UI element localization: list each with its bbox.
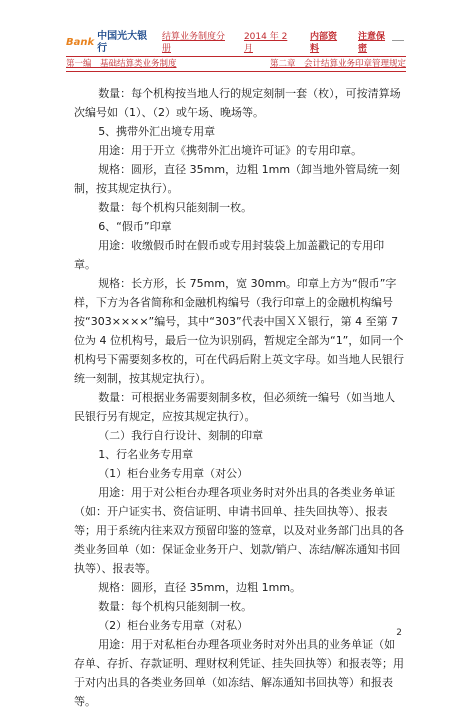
paragraph: 规格：长方形，长 75mm，宽 30mm。印章上方为“假币”字样，下方为各省简称和金融机构编号（我行印章上的金融机构编号按“303××××”编号，其中“303”代表中国ＸＸ银行，第 4 至第 7 位为 4 位机构号，最后一位为识别码，暂规定全部为“1”，如同一个机构号下需要刻多枚的，可在代码后附上英文字母。如当地人民银行统一刻制，按其规定执行）。 (74, 277, 404, 385)
section-heading: （二）我行自行设计、刻制的印章 (98, 429, 264, 442)
section-heading: 5、携带外汇出境专用章 (98, 125, 216, 138)
header-date: 2014 年 2 月 (243, 32, 288, 54)
corner-mark (392, 40, 404, 41)
paragraph: 规格：圆形，直径 35mm，边粗 1mm。 (98, 581, 302, 594)
paragraph: 规格：圆形，直径 35mm，边粗 1mm（卸当地外管局统一刻制，按其规定执行）。 (74, 163, 401, 195)
chapter-right: 第二章 会计结算业务印章管理规定 (269, 59, 406, 69)
bank-logo (66, 31, 152, 55)
header-chapter-row (66, 56, 406, 72)
header-top-row (66, 31, 406, 54)
section-heading: 6、“假币”印章 (98, 220, 172, 233)
paragraph: 数量：可根据业务需要刻制多枚，但必须统一编号（如当地人民银行另有规定，应按其规定执行）。 (74, 391, 396, 423)
paragraph: 用途：用于对私柜台办理各项业务时对外出具的业务单证（如存单、存折、存款证明、理财权利凭证、挂失回执等）和报表等；用于对内出具的各类业务回单（如冻结、解冻通知书回执等）和报表等。 (74, 638, 404, 708)
header-notice: 注意保密 (358, 32, 386, 54)
header-confidential: 内部资料 (310, 32, 338, 54)
document-body (74, 84, 404, 711)
paragraph: 数量：每个机构只能刻制一枚。 (98, 201, 253, 214)
paragraph: 用途：收缴假币时在假币或专用封装袋上加盖戳记的专用印章。 (74, 239, 385, 271)
chapter-left: 第一编 基础结算类业务制度 (66, 59, 177, 69)
paragraph: 数量：每个机构按当地人行的规定刻制一套（枚），可按清算场次编号如（1）、（2）或午场、晚场等。 (74, 87, 401, 119)
paragraph: 用途：用于对公柜台办理各项业务时对外出具的各类业务单证（如：开户证实书、资信证明、申请书回单、挂失回执等）、报表等；用于系统内往来双方预留印鉴的签章，以及对业务部门出具的各类业务回单（如：保证金业务开户、划款/销户、冻结/解冻通知书回执等）、报表等。 (74, 486, 404, 575)
page-header (66, 31, 406, 72)
section-heading: 1、行名业务专用章 (98, 448, 194, 461)
paragraph: 用途：用于开立《携带外汇出境许可证》的专用印章。 (98, 144, 363, 157)
paragraph: 数量：每个机构只能刻制一枚。 (98, 600, 253, 613)
logo-mark: Bank (66, 37, 95, 48)
page-number: 2 (396, 628, 402, 638)
section-heading: （1）柜台业务专用章（对公） (98, 467, 249, 480)
logo-text: 中国光大银行 (97, 31, 148, 54)
header-title: 结算业务制度分册 (161, 32, 225, 54)
section-heading: （2）柜台业务专用章（对私） (98, 619, 249, 632)
